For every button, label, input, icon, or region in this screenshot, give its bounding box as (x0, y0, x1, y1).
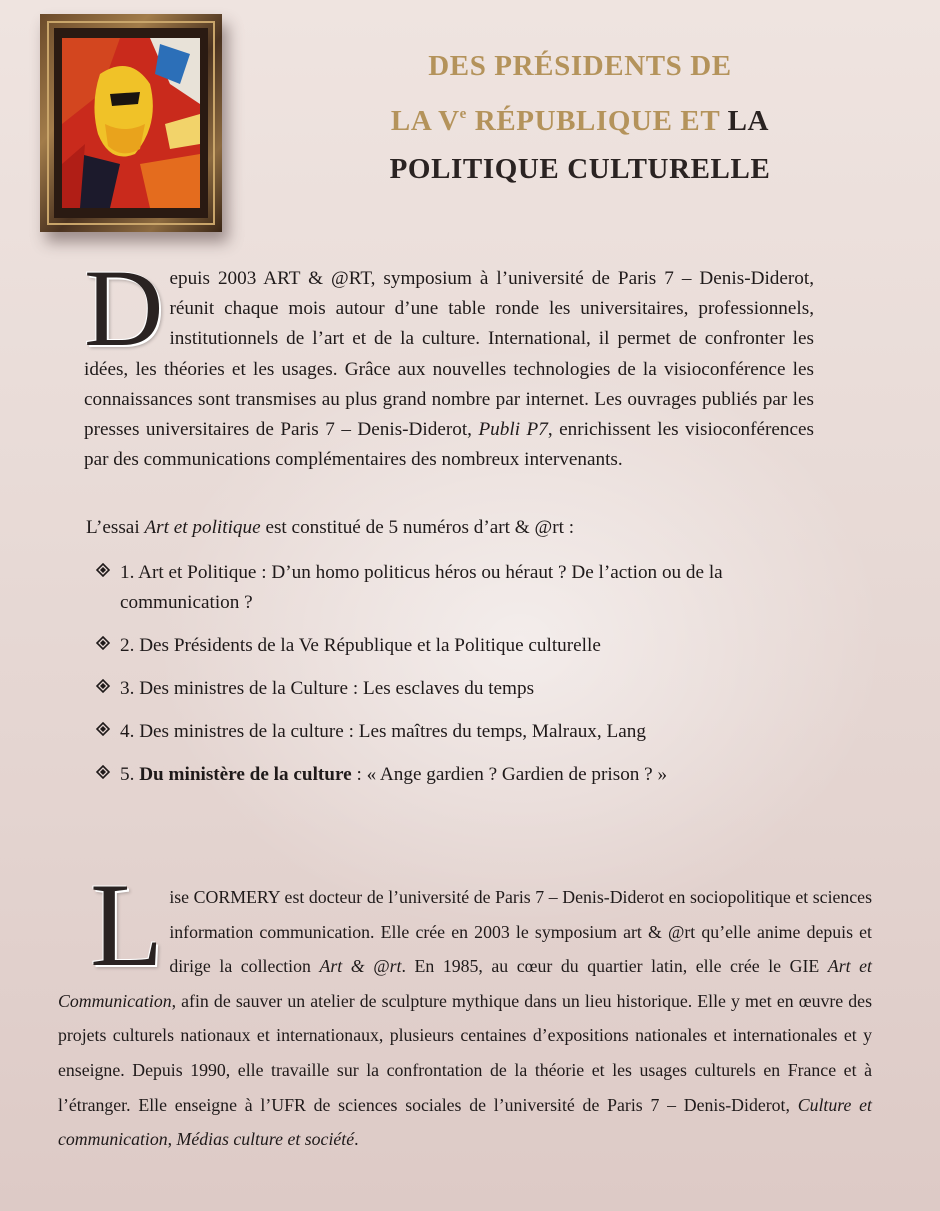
title-line-2-part-c: LA (727, 105, 770, 137)
essay-suffix: est constitué de 5 numéros d’art & @rt : (260, 517, 575, 538)
list-item (96, 760, 826, 790)
issue-bold: Du ministère de la culture (139, 764, 352, 785)
intro-publisher: Publi P7 (478, 419, 548, 441)
list-item (96, 674, 826, 704)
intro-text-a: epuis 2003 ART & @RT, symposium à l’université de Paris 7 – Denis-Diderot, réunit chaque mois autour d’une table ronde les universitaires, professionnels, institutionnels de l’art et de la culture. International, il permet de confronter les idées, les théories et les usages. Grâce aux nouvelles technologies de la visioconférence les connaissances sont transmises au plus grand nombre par internet. Les ouvrages publiés par les presses universitaires de Paris 7 – Denis-Diderot, (84, 268, 814, 441)
essay-title: Art et politique (144, 517, 261, 538)
diamond-bullet-icon (96, 636, 110, 650)
bio-course-2: Médias culture et société (176, 1129, 355, 1150)
intro-dropcap: D (84, 247, 164, 369)
list-item (96, 558, 826, 618)
page-title (300, 42, 860, 193)
bio-text-b: . En 1985, au cœur du quartier latin, elle crée le GIE (401, 956, 828, 977)
bio-gie: Art et Communication (58, 956, 872, 1011)
bio-course-1: Culture et communication (58, 1094, 872, 1150)
list-item (96, 631, 826, 661)
diamond-bullet-icon (96, 722, 110, 736)
issue-text: 4. Des ministres de la culture : Les maîtres du temps, Malraux, Lang (120, 721, 646, 742)
essay-intro (86, 513, 816, 543)
painting-image (40, 14, 222, 232)
essay-prefix: L’essai (86, 517, 145, 538)
issue-text: 1. Art et Politique : D’un homo politicus héros ou héraut ? De l’action ou de la communication ? (120, 562, 723, 613)
intro-paragraph (84, 247, 814, 475)
issue-text: : « Ange gardien ? Gardien de prison ? » (351, 764, 668, 785)
issues-list (96, 558, 826, 803)
issue-text: 3. Des ministres de la Culture : Les esclaves du temps (120, 678, 535, 699)
diamond-bullet-icon (96, 765, 110, 779)
bio-dropcap: L (90, 858, 164, 991)
bio-text-e: . (354, 1129, 359, 1150)
title-superscript: e (459, 106, 467, 122)
bio-collection: Art & @rt (319, 956, 402, 977)
bio-text-c: , afin de sauver un atelier de sculpture mythique dans un lieu historique. Elle y met en œuvre des projets culturels nationaux et internationaux, plusieurs centaines d’expositions nationales et internationales et y enseigne. Depuis 1990, elle travaille sur la confrontation de la théorie et les usages culturels en France et à l’étranger. Elle enseigne à l’UFR de sciences sociales de l’université de Paris 7 – Denis-Diderot, (58, 990, 872, 1115)
intro-text-b: , enrichissent les visioconférences par des communications complémentaires des nombreux intervenants. (84, 419, 814, 471)
issue-text: 2. Des Présidents de la Ve République et la Politique culturelle (120, 635, 601, 656)
bio-text-a: ise CORMERY est docteur de l’université de Paris 7 – Denis-Diderot en sociopolitique et sciences information communication. Elle crée en 2003 le symposium art & @rt qu’elle anime depuis et dirige la collection (169, 887, 872, 977)
issue-prefix: 5. (120, 764, 140, 785)
title-line-2-part-b: RÉPUBLIQUE ET (466, 105, 728, 137)
title-line-1: DES PRÉSIDENTS DE (428, 50, 732, 82)
framed-painting (40, 14, 222, 232)
title-line-3: POLITIQUE CULTURELLE (389, 153, 771, 185)
title-line-2-part-a: LA V (390, 105, 460, 137)
bio-text-d: , (167, 1129, 177, 1150)
list-item (96, 717, 826, 747)
author-bio (58, 858, 872, 1157)
diamond-bullet-icon (96, 679, 110, 693)
diamond-bullet-icon (96, 563, 110, 577)
